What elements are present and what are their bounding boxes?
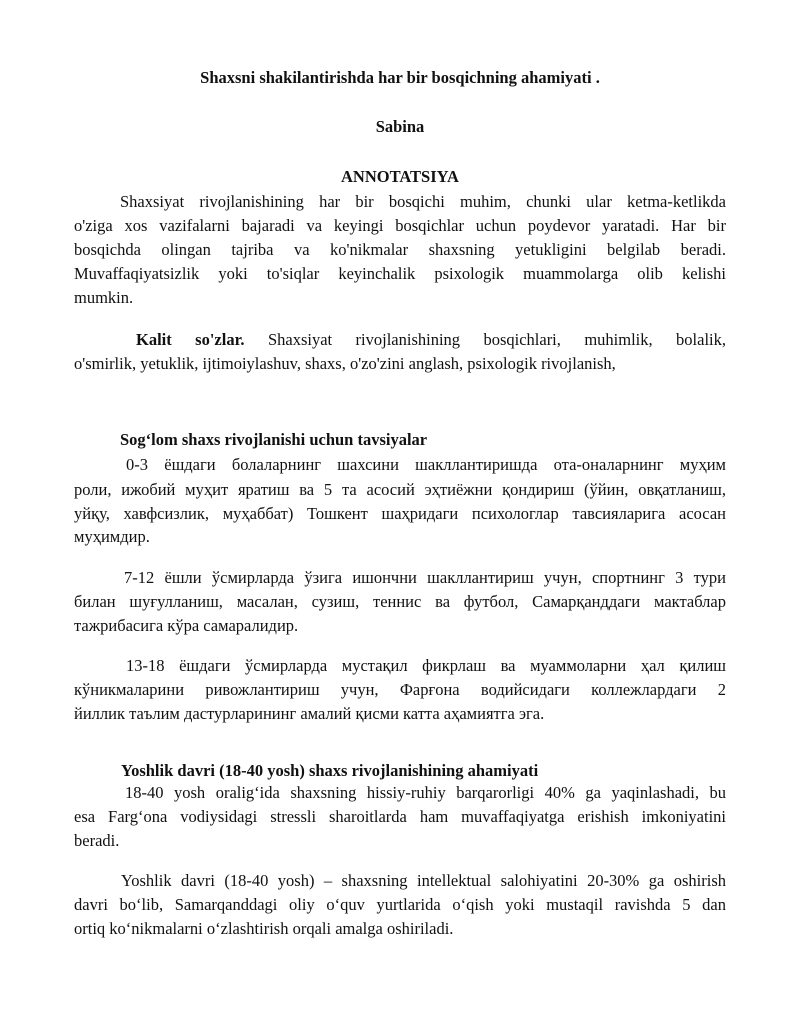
annotation-line: Shaxsiyat rivojlanishining har bir bosqichi muhim, chunki ular ketma-ketlikda xyxy=(120,192,726,211)
author-name: Sabina xyxy=(375,117,425,136)
paragraph-line: davri bo‘lib, Samarqanddagi oliy o‘quv yurtlarida o‘qish yoki mustaqil ravishda 5 dan xyxy=(74,895,726,914)
paragraph-line: уйқу, хавфсизлик, муҳаббат) Тошкент шаҳридаги психологлар тавсияларига асосан xyxy=(74,504,726,523)
annotation-line: o'ziga xos vazifalarni bajaradi va keyingi bosqichlar uchun poydevor yaratadi. Har bir xyxy=(74,216,726,235)
document-title: Shaxsni shakilantirishda har bir bosqichning ahamiyati . xyxy=(200,68,600,87)
annotation-line: mumkin. xyxy=(74,288,134,307)
paragraph-line: beradi. xyxy=(74,831,120,850)
paragraph-line: 18-40 yosh oralig‘ida shaxsning hissiy-ruhiy barqarorligi 40% ga yaqinlashadi, bu xyxy=(125,783,726,802)
paragraph-line: 7-12 ёшли ўсмирларда ўзига ишончни шакллантириш учун, спортнинг 3 тури xyxy=(124,568,726,587)
annotation-line: Muvaffaqiyatsizlik yoki to'siqlar keyinchalik psixologik muammolarga olib kelishi xyxy=(74,264,726,283)
paragraph-line: ortiq ko‘nikmalarni o‘zlashtirish orqali amalga oshiriladi. xyxy=(74,919,454,938)
paragraph-line: кўникмаларини ривожлантириш учун, Фарғона водийсидаги коллежлардаги 2 xyxy=(74,680,726,699)
paragraph-line: 0-3 ёшдаги болаларнинг шахсини шакллантиришда ота-оналарнинг муҳим xyxy=(126,455,726,474)
paragraph-line: Yoshlik davri (18-40 yosh) – shaxsning intellektual salohiyatini 20-30% ga oshirish xyxy=(121,871,726,890)
paragraph-line: тажрибасига кўра самаралидир. xyxy=(74,616,299,635)
section-heading: Yoshlik davri (18-40 yosh) shaxs rivojlanishining ahamiyati xyxy=(121,761,539,780)
keywords-label: Kalit so'zlar. xyxy=(136,330,245,349)
section-heading: Sog‘lom shaxs rivojlanishi uchun tavsiyalar xyxy=(120,430,428,449)
paragraph-line: 13-18 ёшдаги ўсмирларда мустақил фикрлаш ва муаммоларни ҳал қилиш xyxy=(126,656,726,675)
paragraph-line: esa Farg‘ona vodiysidagi stressli sharoitlarda ham muvaffaqiyatga erishish imkoniyatini xyxy=(74,807,726,826)
keywords-line: o'smirlik, yetuklik, ijtimoiylashuv, shaxs, o'zo'zini anglash, psixologik rivojlanish, xyxy=(74,354,616,373)
paragraph-line: йиллик таълим дастурларининг амалий қисми катта аҳамиятга эга. xyxy=(74,704,545,723)
annotation-line: bosqichda olingan tajriba va ko'nikmalar shaxsning yetukligini belgilab beradi. xyxy=(74,240,726,259)
keywords-line xyxy=(136,330,726,350)
keywords-text: Shaxsiyat rivojlanishining bosqichlari, muhimlik, bolalik, xyxy=(244,330,726,349)
paragraph-line: билан шуғулланиш, масалан, сузиш, теннис ва футбол, Самарқанддаги мактаблар xyxy=(74,592,726,611)
annotation-heading: ANNOTATSIYA xyxy=(341,167,459,186)
paragraph-line: роли, ижобий муҳит яратиш ва 5 та асосий эҳтиёжни қондириш (ўйин, овқатланиш, xyxy=(74,480,726,499)
paragraph-line: муҳимдир. xyxy=(74,527,150,546)
